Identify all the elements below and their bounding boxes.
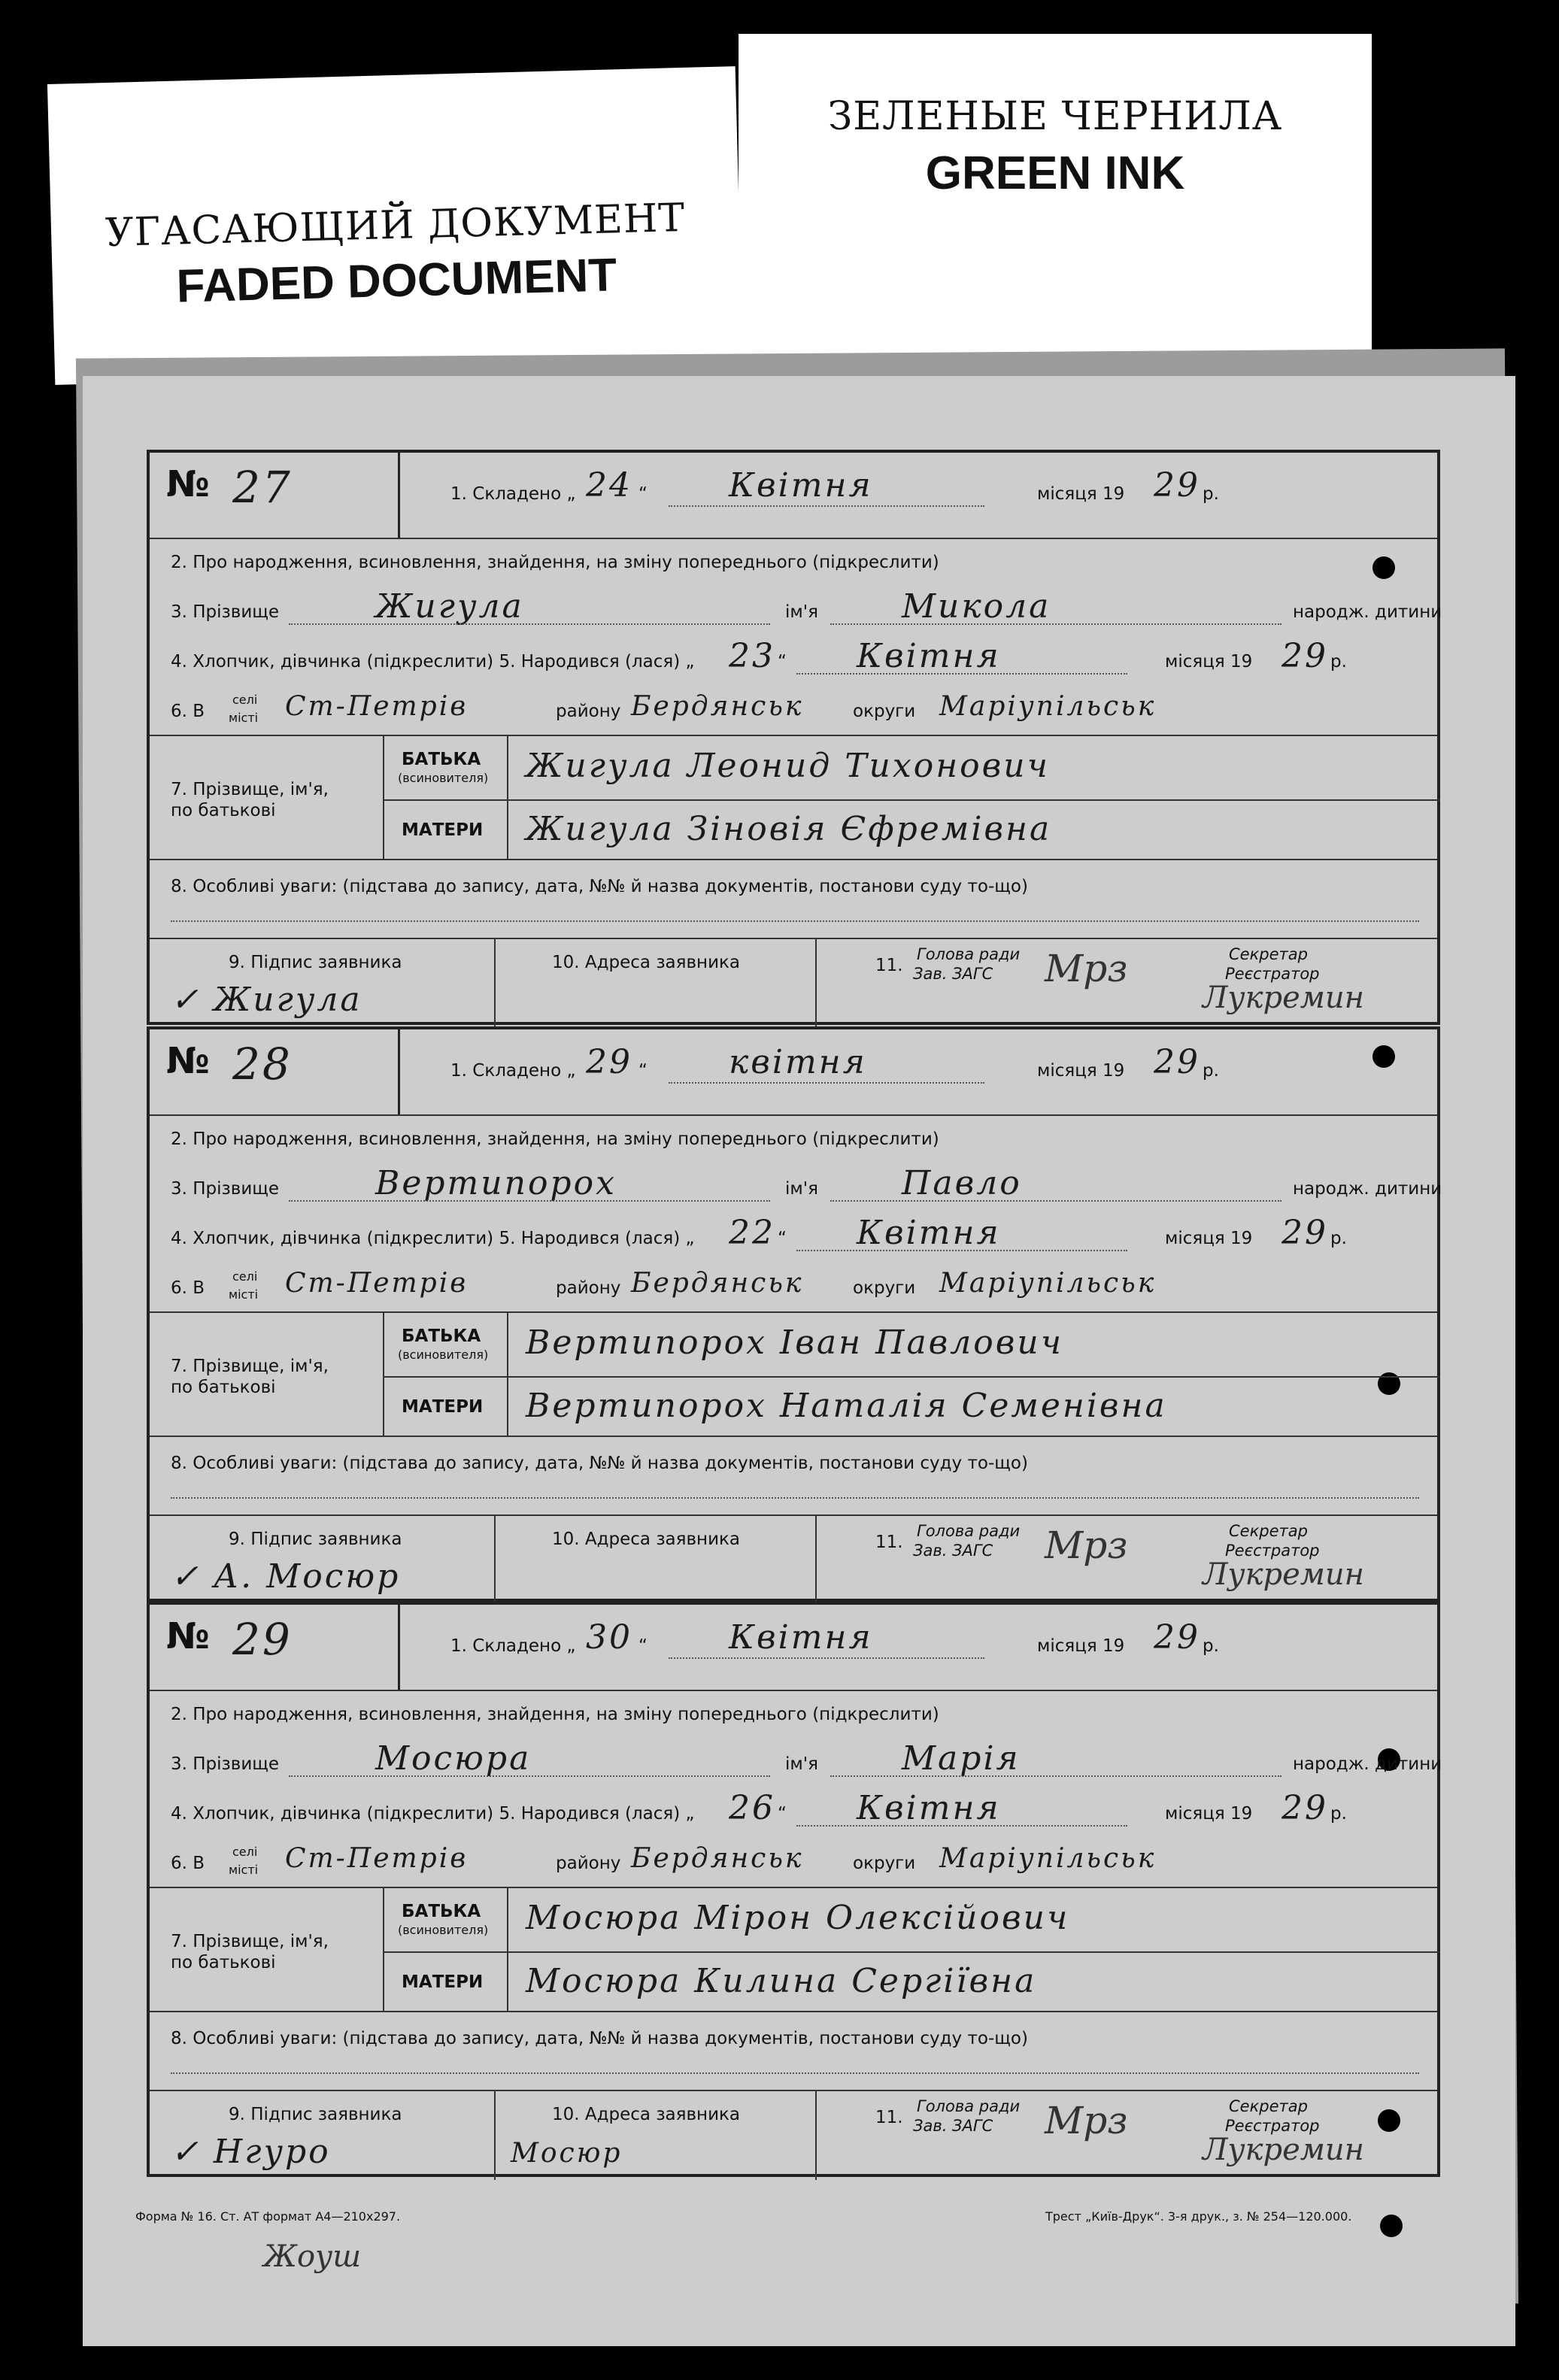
official-signature: Мрз — [1045, 2099, 1128, 2142]
divider — [383, 1376, 1440, 1378]
secretary-label: Секретар — [1229, 1522, 1308, 1540]
head-label: Голова ради — [917, 2097, 1021, 2115]
okrug-value: Маріупільськ — [939, 1268, 1157, 1299]
label-en: FADED DOCUMENT — [175, 249, 618, 313]
mother-label: МАТЕРИ — [402, 820, 484, 840]
compiled-year: 29 — [1154, 466, 1200, 505]
field-3 — [150, 1163, 1442, 1212]
applicant-address-label: 10. Адреса заявника — [552, 953, 741, 972]
mother-value: Вертипорох Наталія Семенівна — [526, 1387, 1167, 1425]
month-label: місяця 19 — [1037, 1061, 1125, 1081]
divider — [507, 1888, 508, 2011]
firstname-label: ім'я — [785, 602, 818, 622]
surname-value: Мосюра — [375, 1739, 532, 1778]
divider — [383, 1888, 384, 2011]
number-sign: № — [166, 1615, 210, 1657]
field-2 — [150, 1691, 1437, 1738]
surname-label: 3. Прізвище — [171, 1754, 280, 1774]
signatures-row — [150, 939, 1437, 1028]
firstname-value: Микола — [902, 587, 1051, 626]
field-4-5 — [150, 635, 1437, 685]
field-11-label: 11. — [875, 2108, 903, 2127]
village-label: селі — [232, 693, 258, 707]
dotted-line — [796, 1250, 1127, 1251]
district-label: району — [556, 1854, 621, 1873]
dotted-line — [171, 920, 1419, 922]
record-number: 29 — [232, 1614, 293, 1665]
okrug-value: Маріупільськ — [939, 691, 1157, 722]
okrug-label: округи — [853, 702, 916, 721]
applicant-signature: ✓ А. Мосюр — [171, 1557, 401, 1596]
birth-record — [147, 1026, 1440, 1602]
month-label: місяця 19 — [1037, 484, 1125, 504]
registrar-signature: Лукремин — [1203, 1557, 1365, 1592]
compiled-label: 1. Складено „ — [450, 1636, 576, 1656]
bottom-signature: Жоуш — [263, 2239, 362, 2274]
field-4-5 — [150, 1787, 1437, 1837]
place-label: 6. В — [171, 1854, 205, 1873]
father-sublabel: (всиновителя) — [398, 1348, 489, 1362]
field-3 — [150, 1738, 1442, 1787]
label-ru: ЗЕЛЕНЫЕ ЧЕРНИЛА — [827, 94, 1283, 139]
applicant-signature-label: 9. Підпис заявника — [229, 953, 402, 972]
registrar-signature: Лукремин — [1203, 2133, 1365, 2167]
father-label: БАТЬКА — [402, 1326, 481, 1346]
divider — [494, 2091, 496, 2180]
parents-label: 7. Прізвище, ім'я, — [171, 780, 329, 799]
year-suffix: р. — [1330, 652, 1347, 672]
quote: “ — [638, 1636, 648, 1656]
sex-birth-label: 4. Хлопчик, дівчинка (підкреслити) 5. Народився (лася) „ — [171, 1229, 695, 1248]
field-6 — [150, 1837, 1437, 1888]
year-suffix: р. — [1203, 1636, 1219, 1656]
official-signature: Мрз — [1045, 1524, 1128, 1567]
dotted-line — [289, 1775, 770, 1777]
surname-value: Вертипорох — [375, 1164, 617, 1202]
divider — [494, 1516, 496, 1605]
field-8 — [150, 860, 1437, 939]
secretary-label: Секретар — [1229, 945, 1308, 963]
record-header — [150, 1029, 1437, 1116]
dotted-line — [830, 1200, 1281, 1202]
divider — [507, 736, 508, 859]
birth-day: 23 — [729, 637, 775, 675]
birth-year: 29 — [1281, 637, 1328, 675]
divider — [383, 1313, 384, 1436]
compiled-label: 1. Складено „ — [450, 1061, 576, 1081]
father-label: БАТЬКА — [402, 750, 481, 769]
faded-document-label — [47, 66, 743, 385]
father-label: БАТЬКА — [402, 1902, 481, 1921]
town-label: місті — [229, 1863, 259, 1877]
birth-month: Квітня — [857, 637, 1001, 675]
applicant-address: Мосюр — [511, 2138, 623, 2169]
applicant-address-label: 10. Адреса заявника — [552, 2105, 741, 2124]
dotted-line — [830, 623, 1281, 625]
punch-hole — [1380, 2215, 1403, 2237]
village-value: Ст-Петрів — [285, 691, 469, 722]
number-sign: № — [166, 1040, 210, 1082]
field-11-label: 11. — [875, 1533, 903, 1552]
field-8 — [150, 1437, 1437, 1516]
quote: “ — [638, 484, 648, 504]
month-label: місяця 19 — [1037, 1636, 1125, 1656]
birth-month: Квітня — [857, 1789, 1001, 1827]
signatures-row — [150, 2091, 1437, 2180]
signatures-row — [150, 1516, 1437, 1605]
record-type-label: 2. Про народження, всиновлення, знайдення, на зміну попереднього (підкреслити) — [171, 553, 939, 572]
month-label: місяця 19 — [1165, 652, 1253, 672]
field-7 — [150, 736, 1437, 860]
record-number-box — [150, 1029, 400, 1114]
parents-label: 7. Прізвище, ім'я, — [171, 1932, 329, 1951]
head-label: Голова ради — [917, 1522, 1021, 1540]
label-en: GREEN INK — [925, 147, 1185, 199]
compiled-year: 29 — [1154, 1618, 1200, 1657]
dotted-line — [796, 673, 1127, 675]
birth-year: 29 — [1281, 1214, 1328, 1252]
father-sublabel: (всиновителя) — [398, 1923, 489, 1937]
district-label: району — [556, 702, 621, 721]
divider — [383, 736, 384, 859]
town-label: місті — [229, 1287, 259, 1302]
father-value: Вертипорох Іван Павлович — [526, 1323, 1064, 1362]
place-label: 6. В — [171, 1278, 205, 1298]
field-11-label: 11. — [875, 956, 903, 975]
district-value: Бердянськ — [631, 1268, 804, 1299]
applicant-signature-label: 9. Підпис заявника — [229, 2105, 402, 2124]
record-header — [150, 1605, 1437, 1691]
compiled-month: Квітня — [729, 466, 873, 505]
child-label: народж. дитини — [1293, 1179, 1442, 1199]
divider — [815, 1516, 817, 1605]
firstname-label: ім'я — [785, 1179, 818, 1199]
birth-day: 22 — [729, 1214, 775, 1252]
applicant-signature: ✓ Нгуро — [171, 2133, 331, 2171]
okrug-label: округи — [853, 1278, 916, 1298]
divider — [383, 1951, 1440, 1953]
father-value: Жигула Леонид Тихонович — [526, 747, 1050, 785]
divider — [383, 799, 1440, 801]
compiled-day: 29 — [586, 1043, 632, 1081]
record-number-box — [150, 1605, 400, 1690]
place-label: 6. В — [171, 702, 205, 721]
quote: “ — [638, 1061, 648, 1081]
compiled-day: 24 — [586, 466, 632, 505]
notes-label: 8. Особливі уваги: (підстава до запису, дата, №№ й назва документів, постанови суду то-що) — [171, 2029, 1028, 2048]
child-label: народж. дитини — [1293, 602, 1442, 622]
field-2 — [150, 1116, 1437, 1163]
birth-year: 29 — [1281, 1789, 1328, 1827]
applicant-signature-label: 9. Підпис заявника — [229, 1530, 402, 1549]
record-number: 27 — [232, 462, 293, 513]
dotted-line — [289, 623, 770, 625]
divider — [494, 939, 496, 1028]
year-suffix: р. — [1330, 1804, 1347, 1824]
surname-label: 3. Прізвище — [171, 602, 280, 622]
town-label: місті — [229, 711, 259, 725]
divider — [815, 939, 817, 1028]
field-7 — [150, 1888, 1437, 2012]
quote: “ — [778, 652, 787, 672]
registrar-label: Реєстратор — [1225, 2117, 1320, 2135]
village-value: Ст-Петрів — [285, 1268, 469, 1299]
child-label: народж. дитини — [1293, 1754, 1442, 1774]
village-value: Ст-Петрів — [285, 1843, 469, 1874]
compiled-month: Квітня — [729, 1618, 873, 1657]
birth-record — [147, 1602, 1440, 2177]
dotted-line — [171, 1497, 1419, 1499]
field-7 — [150, 1313, 1437, 1437]
record-type-label: 2. Про народження, всиновлення, знайдення, на зміну попереднього (підкреслити) — [171, 1705, 939, 1724]
compiled-day: 30 — [586, 1618, 632, 1657]
father-sublabel: (всиновителя) — [398, 771, 489, 785]
divider — [507, 1313, 508, 1436]
firstname-value: Марія — [902, 1739, 1021, 1778]
father-value: Мосюра Мірон Олексійович — [526, 1899, 1070, 1937]
firstname-value: Павло — [902, 1164, 1022, 1202]
year-suffix: р. — [1203, 484, 1219, 504]
district-label: району — [556, 1278, 621, 1298]
parents-label-2: по батькові — [171, 801, 276, 820]
field-4-5 — [150, 1212, 1437, 1262]
dotted-line — [796, 1825, 1127, 1827]
divider — [815, 2091, 817, 2180]
official-signature: Мрз — [1045, 947, 1128, 990]
zags-label: Зав. ЗАГС — [913, 1542, 993, 1560]
record-number: 28 — [232, 1038, 293, 1090]
registrar-label: Реєстратор — [1225, 1542, 1320, 1560]
notes-label: 8. Особливі уваги: (підстава до запису, дата, №№ й назва документів, постанови суду то-що) — [171, 877, 1028, 896]
okrug-value: Маріупільськ — [939, 1843, 1157, 1874]
mother-label: МАТЕРИ — [402, 1972, 484, 1992]
record-number-box — [150, 453, 400, 538]
field-2 — [150, 539, 1437, 586]
year-suffix: р. — [1203, 1061, 1219, 1081]
field-8 — [150, 2012, 1437, 2091]
record-type-label: 2. Про народження, всиновлення, знайдення, на зміну попереднього (підкреслити) — [171, 1129, 939, 1149]
field-3 — [150, 586, 1442, 635]
year-suffix: р. — [1330, 1229, 1347, 1248]
registrar-label: Реєстратор — [1225, 965, 1320, 983]
quote: “ — [778, 1804, 787, 1824]
dotted-line — [669, 505, 984, 507]
surname-label: 3. Прізвище — [171, 1179, 280, 1199]
parents-label-2: по батькові — [171, 1378, 276, 1397]
head-label: Голова ради — [917, 945, 1021, 963]
month-label: місяця 19 — [1165, 1804, 1253, 1824]
form-footer-right: Трест „Київ-Друк“. 3-я друк., з. № 254—120.000. — [1045, 2209, 1352, 2224]
zags-label: Зав. ЗАГС — [913, 965, 993, 983]
number-sign: № — [166, 463, 210, 505]
dotted-line — [289, 1200, 770, 1202]
applicant-signature: ✓ Жигула — [171, 981, 362, 1019]
month-label: місяця 19 — [1165, 1229, 1253, 1248]
compiled-year: 29 — [1154, 1043, 1200, 1081]
applicant-address-label: 10. Адреса заявника — [552, 1530, 741, 1549]
parents-label: 7. Прізвище, ім'я, — [171, 1357, 329, 1376]
zags-label: Зав. ЗАГС — [913, 2117, 993, 2135]
parents-label-2: по батькові — [171, 1953, 276, 1972]
form-footer-left: Форма № 16. Ст. АТ формат А4—210х297. — [135, 2209, 401, 2224]
mother-value: Жигула Зіновія Єфремівна — [526, 810, 1052, 848]
village-label: селі — [232, 1845, 258, 1859]
dotted-line — [669, 1657, 984, 1659]
birth-record — [147, 450, 1440, 1025]
village-label: селі — [232, 1269, 258, 1284]
registrar-signature: Лукремин — [1203, 981, 1365, 1015]
compiled-month: квітня — [729, 1043, 867, 1081]
district-value: Бердянськ — [631, 691, 804, 722]
sex-birth-label: 4. Хлопчик, дівчинка (підкреслити) 5. Народився (лася) „ — [171, 652, 695, 672]
notes-label: 8. Особливі уваги: (підстава до запису, дата, №№ й назва документів, постанови суду то-що) — [171, 1454, 1028, 1473]
record-header — [150, 453, 1437, 539]
mother-label: МАТЕРИ — [402, 1397, 484, 1417]
compiled-label: 1. Складено „ — [450, 484, 576, 504]
sex-birth-label: 4. Хлопчик, дівчинка (підкреслити) 5. Народився (лася) „ — [171, 1804, 695, 1824]
dotted-line — [171, 2072, 1419, 2074]
district-value: Бердянськ — [631, 1843, 804, 1874]
dotted-line — [830, 1775, 1281, 1777]
label-ru: УГАСАЮЩИЙ ДОКУМЕНТ — [105, 195, 686, 256]
surname-value: Жигула — [375, 587, 524, 626]
secretary-label: Секретар — [1229, 2097, 1308, 2115]
mother-value: Мосюра Килина Сергіївна — [526, 1962, 1037, 2000]
birth-month: Квітня — [857, 1214, 1001, 1252]
firstname-label: ім'я — [785, 1754, 818, 1774]
dotted-line — [669, 1082, 984, 1084]
green-ink-label — [739, 34, 1372, 365]
field-6 — [150, 1262, 1437, 1313]
field-6 — [150, 685, 1437, 736]
okrug-label: округи — [853, 1854, 916, 1873]
birth-day: 26 — [729, 1789, 775, 1827]
quote: “ — [778, 1229, 787, 1248]
